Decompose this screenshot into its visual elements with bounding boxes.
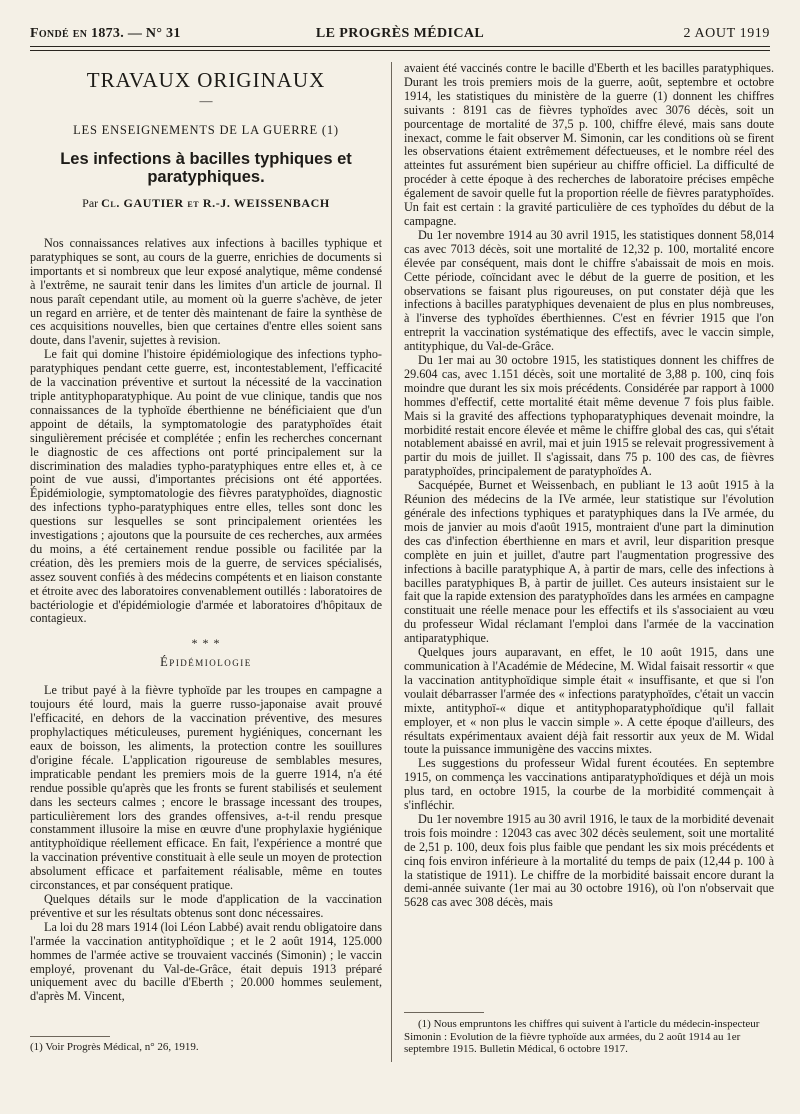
page-header <box>30 26 770 46</box>
footnote-rule-right <box>404 1012 484 1013</box>
section-title: TRAVAUX ORIGINAUX <box>86 68 326 92</box>
header-rule-double <box>30 50 770 51</box>
right-column <box>404 62 774 910</box>
footnote-left-text: (1) Voir Progrès Médical, n° 26, 1919. <box>30 1041 199 1053</box>
epidemio-paragraph-1: Le tribut payé à la fièvre typhoïde par les troupes en campagne a toujours été lourd, mais la guerre russo-japonaise avait prouvé l'efficacité, en dehors de la vaccination préventive, des mesures prophylactiques méticuleuses, purement hygiéniques, concernant les eaux de boisson, les aliments, la protection contre les souillures d'origine fécale. L'application rigoureuse de semblables mesures, impraticable pendant les premiers mois de la guerre 1914, n'a été rendue possible qu'après que les fronts se furent stabilisés et seulement dans les secteurs calmes ; encore le brassage incessant des troupes, particulièrement lors des grandes offensives, a-t-il rendu presque constamment illusoire la mise en œuvre d'une prophylaxie hygiénique antityphoïdique réellement efficace. En fait, l'expérience a montré que la vaccination préventive constituait à elle seule un moyen de protection absolument efficace et parfaitement réalisable, même en toutes circonstances, et par conséquent pratique. <box>30 683 382 893</box>
right-paragraph-3: Du 1er mai au 30 octobre 1915, les statistiques donnent les chiffres de 29.604 cas, avec 1.151 décès, soit une mortalité de 3,88 p. 100, cinq fois moindre que durant les six mois précédents. Considérée par rapport à 1000 hommes d'effectif, cette mortalité était même devenue 7 fois plus faible. Mais si la gravité des affections typhoparatyphiques devenait moindre, la morbidité restait encore élevée et même le chiffre global des cas, qui s'était notablement abaissé en avril, mai et juin 1915 se relevait progressivement à partir du mois de juillet. Il s'agissait, dans 75 p. 100 des cas, de fièvres paratyphoïdes, principalement de paratyphoïdes A. <box>404 353 774 479</box>
right-paragraph-7: Du 1er novembre 1915 au 30 avril 1916, le taux de la morbidité devenait trois fois moindre : 12043 cas avec 302 décès seulement, soit une mortalité de 2,51 p. 100, deux fois plus faible que pendant les six mois précédents et cinq fois environ inférieure à la mortalité du temps de paix (12,44 p. 100 à la statistique de 1911). Le chiffre de la morbidité baissait encore durant la demi-année suivante (1er mai au 30 octobre 1916), où l'on n'observait que 5628 cas avec 308 décès, mais <box>404 811 774 910</box>
right-footnote <box>404 1012 774 1056</box>
series-title: LES ENSEIGNEMENTS DE LA GUERRE (1) <box>73 123 339 137</box>
intro-paragraph-1: Nos connaissances relatives aux infections à bacilles typhique et paratyphiques se sont, au cours de la guerre, enrichies de documents si importants et si nombreux que leur exposé analytique, même condensé à l'extrême, ne saurait tenir dans les limites d'un article de journal. Il nous paraît cependant utile, au moment où la guerre s'achève, de jeter un regard en arrière, et de tenter dès maintenant de faire la synthèse de ces acquisitions nouvelles, bien que certaines d'entre elles soient sans doute, dans l'avenir, sujettes à revision. <box>30 236 382 348</box>
right-paragraph-1: avaient été vaccinés contre le bacille d'Eberth et les bacilles paratyphiques. Durant les trois premiers mois de la guerre, août, septembre et octobre 1914, les statistiques du ministère de la guerre (1) donnent les chiffres suivants : 8191 cas de fièvres typhoïdes avec 3076 décès, soit un pourcentage de mortalité de 37,5 p. 100, chiffre élevé, mais sans doute inexact, comme le fait observer M. Simonin, car les conditions où se firent les observations étaient extrêmement défectueuses, et le nombre réel des atteintes fut assurément bien supérieur au chiffre officiel. La difficulté de procéder à cette époque à des recherches de laboratoire précises empêche également de savoir quelle fut la proportion réelle de fièvres paratyphoïdes. Un fait est certain : la gravité particulière de ces typhoïdes du début de la campagne. <box>404 61 774 228</box>
issue-date: 2 AOUT 1919 <box>683 26 770 41</box>
byline <box>30 196 382 211</box>
section-dash: — <box>199 93 213 108</box>
footnote-rule <box>30 1036 110 1037</box>
right-paragraph-2: Du 1er novembre 1914 au 30 avril 1915, les statistiques donnent 58,014 cas avec 7013 décès, soit une mortalité de 12,32 p. 100, mortalité encore élevée par conséquent, mais dont le chiffre s'abaissait de mois en mois. Cette période, coïncidant avec le début de la guerre de position, et les observations se faisant plus rigoureuses, on put constater déjà que les infections à bacilles paratyphiques devenaient de plus en plus nombreuses, à l'inverse des typhoïdes éberthiennes. C'est en février 1915 que l'on entreprit la vaccination systématique des effectifs, avec le vaccin simple, antityphique, du Val-de-Grâce. <box>404 227 774 354</box>
footnote-right-text: (1) Nous empruntons les chiffres qui suivent à l'article du médecin-inspecteur Simonin : Evolution de la fièvre typhoïde aux armées, du 2 août 1914 au 1er septembre 1915. Bulletin Médical, 6 octobre 1917. <box>404 1018 760 1055</box>
founding-issue: Fondé en 1873. — N° 31 <box>30 26 181 41</box>
intro-paragraph-2: Le fait qui domine l'histoire épidémiologique des infections typho-paratyphiques pendant cette guerre, est, incontestablement, l'efficacité de la vaccination préventive et surtout la nécessité de la vaccination triple antityphoparatyphique. Au point de vue clinique, tandis que nos connaissances de la typhoïde éberthienne ne bénéficiaient que d'un appoint de détails, la symptomatologie des paratyphoïdes était singulièrement précisée et complétée ; enfin les recherches concernant le diagnostic de ces affections ont porté principalement sur la discrimination des maladies typho-paratyphiques entre elles et, à ce point de vue aussi, d'importantes précisions ont été apportées. Épidémiologie, symptomatologie des fièvres paratyphoïdes, diagnostic des infections typho-paratyphiques entre elles, telles sont donc les questions sur lesquelles se sont principalement orientées les investigations ; ajoutons que la poursuite de ces recherches, aux armées du moins, a été certainement rendue possible ou facilitée par la création, dès les premiers mois de la guerre, de services spécialisés, assez souvent confiés à des médecins compétents et en liaison constante et étroite avec des laboratoires convenablement outillés : laboratoires de bactériologie et d'épidémiologie d'armée et laboratoires d'hôpitaux de contagieux. <box>30 347 382 626</box>
epidemio-paragraph-2: Quelques détails sur le mode d'application de la vaccination préventive et sur les résultats obtenus sont donc nécessaires. <box>30 891 382 920</box>
author-names: Cl. GAUTIER et R.-J. WEISSENBACH <box>101 196 330 210</box>
right-paragraph-6: Les suggestions du professeur Widal furent écoutées. En septembre 1915, on commença les vaccinations antiparatyphoïdiques et déjà un mois plus tard, en octobre 1915, la courbe de la morbidité commençait à s'infléchir. <box>404 756 774 813</box>
left-footnote <box>30 1036 382 1054</box>
header-rule <box>30 46 770 47</box>
journal-name: LE PROGRÈS MÉDICAL <box>315 26 485 41</box>
right-paragraph-4: Sacquépée, Burnet et Weissenbach, en publiant le 13 août 1915 à la Réunion des médecins de la IVe armée, leur statistique sur l'évolution générale des infections typhiques et paratyphiques dans la IVe armée, du mois de janvier au mois d'août 1915, montraient d'une part la diminution des cas d'infection éberthienne en mars et avril, leur disparition presque complète en juin et juillet, d'autre part l'augmentation progressive des infections à bacille paratyphique A, à partir de mars, celle des infections à bacilles paratyphiques B, à partir de juillet. Ces auteurs insistaient sur le fait que la rapide extension des paratyphoïdes dans les armées en campagne constituait une réelle menace pour les effectifs et ils s'associaient au vœu du professeur Widal réclamant l'emploi dans l'armée de la vaccination antiparatyphique. <box>404 478 774 646</box>
right-paragraph-5: Quelques jours auparavant, en effet, le 10 août 1915, dans une communication à l'Académie de Médecine, M. Widal faisait ressortir « que la vaccination antityphoïdique simple était « insuffisante, et que si l'on voulait débarrasser l'armée des « infections paratyphoïdes, c'était un vaccin mixte, antityphoï-« dique et antityphoparatyphoïdique qu'il fallait employer, et « non plus le vaccin simple ». A cette époque d'ailleurs, des résultats expérimentaux avaient déjà fait ressortir aux yeux de M. Widal toute la puissance immunigène des vaccins mixtes. <box>404 645 774 757</box>
epidemio-paragraph-3: La loi du 28 mars 1914 (loi Léon Labbé) avait rendu obligatoire dans l'armée la vaccination antityphoïdique ; et le 2 août 1914, 125.000 hommes de l'armée active se trouvaient vaccinés (Simonin) ; le vaccin employé, provenant du Val-de-Grâce, était depuis 1913 préparé uniquement avec du bacille d'Eberth ; 20.000 hommes seulement, d'après M. Vincent, <box>30 919 382 1004</box>
subheading-epidemiology: Épidémiologie <box>160 655 252 670</box>
left-column <box>30 62 382 1004</box>
byline-prefix: Par <box>82 196 99 210</box>
column-divider <box>391 62 392 1062</box>
article-title: Les infections à bacilles typhiques et paratyphiques. <box>60 150 352 186</box>
section-stars: * * * <box>191 636 221 651</box>
